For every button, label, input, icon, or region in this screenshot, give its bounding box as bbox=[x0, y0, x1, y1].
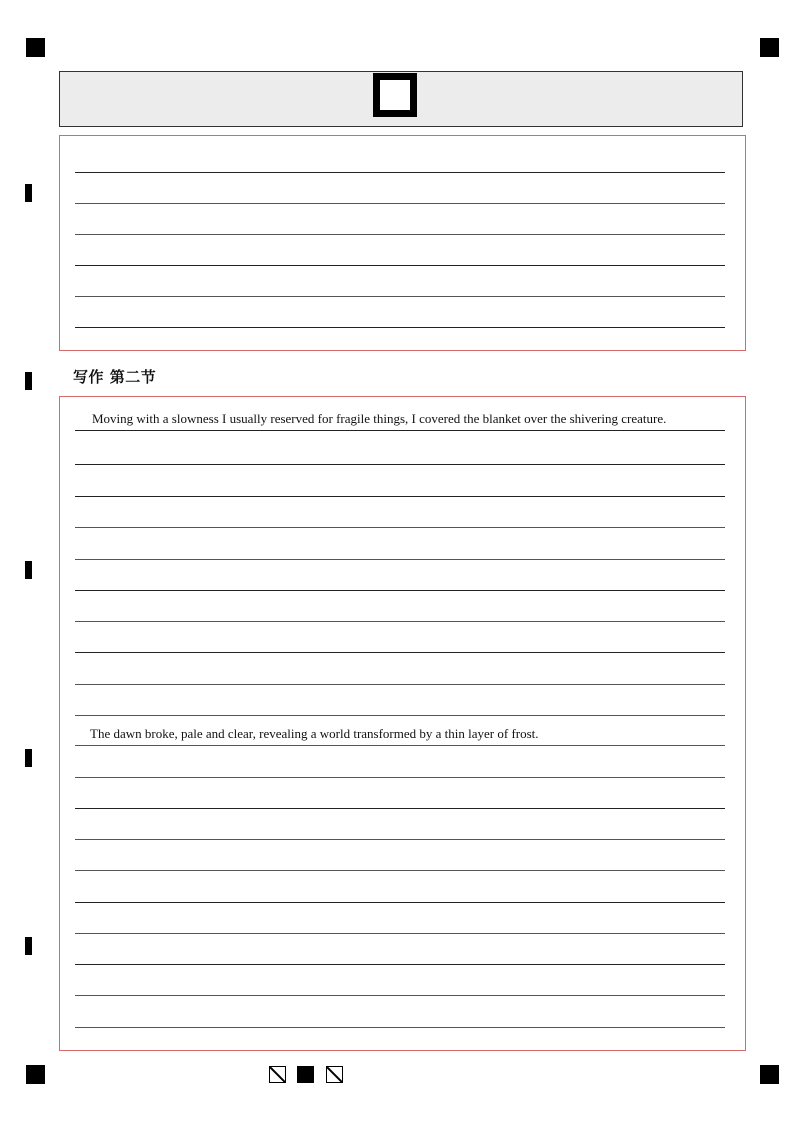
writing-line bbox=[75, 870, 725, 871]
paragraph-prompt-2: The dawn broke, pale and clear, revealing a world transformed by a thin layer of frost. bbox=[90, 726, 539, 741]
writing-line bbox=[75, 1027, 725, 1028]
writing-line bbox=[75, 527, 725, 528]
page-code-slashed-square-icon bbox=[269, 1066, 286, 1083]
writing-line bbox=[75, 995, 725, 996]
paragraph-prompt-1: Moving with a slowness I usually reserved for fragile things, I covered the blanket over the shivering creature. bbox=[92, 411, 667, 426]
corner-mark-top-right-icon bbox=[760, 38, 779, 57]
writing-line bbox=[75, 327, 725, 328]
corner-mark-bottom-left-icon bbox=[26, 1065, 45, 1084]
answer-box-section-one[interactable] bbox=[59, 135, 746, 351]
writing-line bbox=[75, 964, 725, 965]
writing-line bbox=[75, 296, 725, 297]
writing-line bbox=[75, 265, 725, 266]
header-square-icon bbox=[373, 73, 417, 117]
side-mark-icon bbox=[25, 937, 32, 955]
side-mark-icon bbox=[25, 372, 32, 390]
side-mark-icon bbox=[25, 184, 32, 202]
writing-line bbox=[75, 559, 725, 560]
writing-line bbox=[75, 172, 725, 173]
writing-line bbox=[75, 464, 725, 465]
page-code-filled-square-icon bbox=[297, 1066, 314, 1083]
section-title: 写作 第二节 bbox=[73, 368, 157, 386]
writing-line bbox=[75, 777, 725, 778]
writing-line bbox=[75, 715, 725, 716]
writing-line bbox=[75, 203, 725, 204]
writing-line bbox=[75, 745, 725, 746]
writing-line bbox=[75, 839, 725, 840]
side-mark-icon bbox=[25, 561, 32, 579]
writing-line bbox=[75, 234, 725, 235]
writing-line bbox=[75, 621, 725, 622]
answer-box-section-two[interactable] bbox=[59, 396, 746, 1051]
writing-line bbox=[75, 652, 725, 653]
writing-line bbox=[75, 496, 725, 497]
writing-line bbox=[75, 808, 725, 809]
writing-line bbox=[75, 430, 725, 431]
writing-line bbox=[75, 590, 725, 591]
corner-mark-top-left-icon bbox=[26, 38, 45, 57]
corner-mark-bottom-right-icon bbox=[760, 1065, 779, 1084]
page-code-slashed-square-icon bbox=[326, 1066, 343, 1083]
side-mark-icon bbox=[25, 749, 32, 767]
writing-line bbox=[75, 684, 725, 685]
writing-line bbox=[75, 933, 725, 934]
writing-line bbox=[75, 902, 725, 903]
